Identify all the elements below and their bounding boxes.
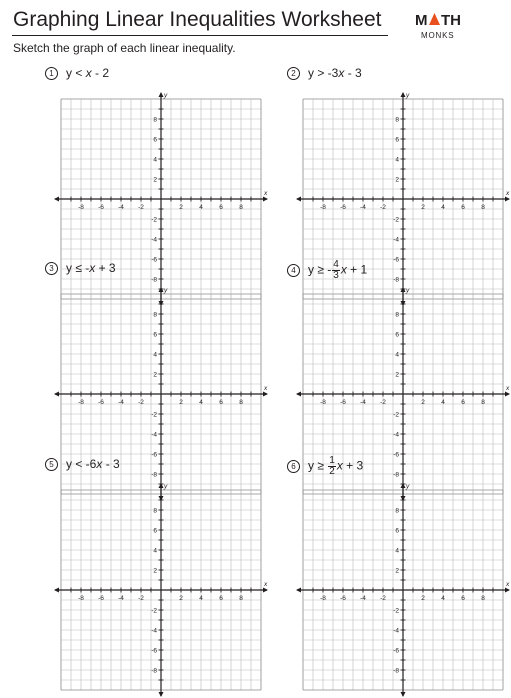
inequality [66, 456, 120, 472]
y-tick-label: 4 [153, 351, 157, 359]
y-tick-label: 6 [395, 136, 399, 144]
y-tick-label: -4 [151, 236, 157, 244]
y-axis-label: y [164, 92, 168, 99]
y-tick-label: 2 [395, 371, 399, 379]
inequality-text: + 3 [95, 261, 116, 275]
x-axis-label: x [506, 385, 510, 392]
problem-label [45, 260, 116, 282]
x-tick-label: -6 [340, 399, 346, 406]
x-tick-label: -6 [98, 595, 104, 602]
x-tick-label: 4 [441, 204, 445, 211]
y-tick-label: -4 [393, 431, 399, 439]
y-axis-arrow-down-icon [401, 692, 406, 697]
variable: x [336, 458, 343, 473]
problem-label [287, 260, 367, 282]
problem-label [287, 65, 362, 87]
x-tick-label: -8 [320, 595, 326, 602]
x-axis-arrow-right-icon [263, 197, 268, 202]
inequality-text: y ≤ - [66, 261, 90, 275]
x-axis-arrow-left-icon [296, 588, 301, 593]
problem-1 [45, 65, 268, 284]
math-monks-logo [415, 11, 463, 43]
x-tick-label: 6 [461, 204, 465, 211]
y-tick-label: -6 [151, 256, 157, 264]
y-axis-label: y [406, 287, 410, 294]
x-axis-arrow-right-icon [505, 392, 510, 397]
variable: x [340, 262, 347, 277]
worksheet-title: Graphing Linear Inequalities Worksheet [13, 8, 382, 31]
inequality [66, 65, 109, 81]
x-tick-label: 8 [481, 595, 485, 602]
y-tick-label: 6 [153, 331, 157, 339]
inequality-text: + 1 [346, 262, 368, 277]
x-axis-label: x [264, 581, 268, 588]
y-tick-label: -6 [151, 647, 157, 655]
x-axis-label: x [264, 385, 268, 392]
x-tick-label: 6 [219, 595, 223, 602]
y-axis-arrow-up-icon [401, 92, 406, 97]
x-tick-label: -2 [380, 204, 386, 211]
y-tick-label: -2 [393, 607, 399, 615]
x-tick-label: 4 [199, 204, 203, 211]
problem-number-circle: 6 [287, 460, 300, 473]
x-tick-label: 2 [179, 204, 183, 211]
y-tick-label: 4 [153, 156, 157, 164]
y-tick-label: -4 [151, 431, 157, 439]
x-axis-arrow-right-icon [505, 197, 510, 202]
y-tick-label: -4 [393, 627, 399, 635]
y-tick-label: 6 [153, 527, 157, 535]
y-tick-label: -8 [393, 667, 399, 675]
y-tick-label: -6 [393, 451, 399, 459]
x-tick-label: -2 [380, 595, 386, 602]
logo-bottom-text: MONKS [421, 31, 455, 40]
variable: x [338, 66, 345, 80]
logo-top-text-rest: TH [441, 12, 461, 29]
x-axis-label: x [506, 190, 510, 197]
x-tick-label: -6 [98, 399, 104, 406]
problem-4 [287, 259, 510, 479]
y-tick-label: -4 [393, 236, 399, 244]
inequality-text: - 2 [91, 66, 110, 80]
inequality-text: - 3 [102, 457, 120, 471]
y-tick-label: -8 [393, 276, 399, 284]
inequality-text: y ≥ - [308, 262, 332, 277]
x-tick-label: -4 [118, 595, 124, 602]
logo-a-triangle-icon [429, 13, 440, 25]
y-axis-arrow-up-icon [159, 483, 164, 488]
x-tick-label: 4 [199, 595, 203, 602]
x-tick-label: 6 [219, 399, 223, 406]
x-axis-arrow-left-icon [296, 197, 301, 202]
y-tick-label: 2 [153, 371, 157, 379]
y-tick-label: 6 [153, 136, 157, 144]
x-axis-arrow-right-icon [263, 392, 268, 397]
x-tick-label: 6 [461, 595, 465, 602]
y-tick-label: 8 [153, 311, 157, 319]
inequality [308, 65, 362, 81]
x-tick-label: 4 [441, 399, 445, 406]
y-tick-label: 2 [153, 176, 157, 184]
problem-5 [45, 456, 268, 675]
x-axis-arrow-left-icon [54, 588, 59, 593]
inequality [308, 260, 367, 281]
x-tick-label: -2 [138, 204, 144, 211]
y-axis-label: y [406, 92, 410, 99]
y-tick-label: -4 [151, 627, 157, 635]
x-axis-arrow-left-icon [296, 392, 301, 397]
y-tick-label: -6 [393, 256, 399, 264]
y-tick-label: 4 [395, 156, 399, 164]
fraction-denominator: 2 [329, 466, 335, 477]
instructions: Sketch the graph of each linear inequality. [13, 41, 236, 55]
inequality-text: y > -3 [308, 66, 339, 80]
x-tick-label: -4 [118, 399, 124, 406]
x-tick-label: 2 [421, 595, 425, 602]
problem-label [45, 65, 109, 87]
x-tick-label: 6 [461, 399, 465, 406]
x-tick-label: -4 [360, 204, 366, 211]
x-tick-label: 2 [421, 399, 425, 406]
x-tick-label: 8 [239, 204, 243, 211]
y-tick-label: -6 [151, 451, 157, 459]
x-tick-label: -6 [340, 595, 346, 602]
problem-number-circle: 5 [45, 458, 58, 471]
x-tick-label: 2 [179, 595, 183, 602]
x-tick-label: -6 [340, 204, 346, 211]
inequality-text: y < [66, 66, 86, 80]
x-axis-label: x [506, 581, 510, 588]
fraction-numerator: 4 [333, 259, 339, 270]
y-tick-label: -8 [151, 667, 157, 675]
y-tick-label: 8 [395, 507, 399, 515]
problem-number-circle: 1 [45, 67, 58, 80]
y-axis-arrow-down-icon [159, 692, 164, 697]
y-tick-label: 2 [153, 567, 157, 575]
x-tick-label: -6 [98, 204, 104, 211]
fraction-denominator: 3 [333, 270, 339, 281]
y-tick-label: -2 [151, 607, 157, 615]
y-axis-arrow-up-icon [159, 92, 164, 97]
y-tick-label: 4 [395, 351, 399, 359]
inequality-text: y ≥ [308, 458, 328, 473]
logo-triangle-icon [415, 11, 463, 29]
x-tick-label: -8 [78, 399, 84, 406]
x-axis-arrow-right-icon [505, 588, 510, 593]
y-tick-label: -6 [393, 647, 399, 655]
x-axis-arrow-right-icon [263, 588, 268, 593]
y-axis-label: y [406, 483, 410, 490]
x-tick-label: 2 [421, 204, 425, 211]
y-tick-label: 6 [395, 527, 399, 535]
x-tick-label: -8 [78, 204, 84, 211]
inequality [308, 456, 363, 477]
problem-6 [287, 455, 510, 675]
x-tick-label: 8 [481, 204, 485, 211]
y-axis-arrow-up-icon [159, 287, 164, 292]
x-tick-label: -4 [118, 204, 124, 211]
x-tick-label: 8 [239, 595, 243, 602]
problem-number-circle: 3 [45, 262, 58, 275]
y-tick-label: -2 [151, 216, 157, 224]
x-tick-label: 8 [481, 399, 485, 406]
x-tick-label: 8 [239, 399, 243, 406]
y-tick-label: 2 [395, 176, 399, 184]
fraction [328, 456, 336, 477]
x-tick-label: 2 [179, 399, 183, 406]
problem-number-circle: 2 [287, 67, 300, 80]
y-tick-label: 2 [395, 567, 399, 575]
y-tick-label: -2 [393, 216, 399, 224]
inequality [66, 260, 116, 276]
coordinate-grid [53, 482, 269, 698]
inequality-text: y < -6 [66, 457, 97, 471]
y-tick-label: -2 [393, 411, 399, 419]
inequality-text: + 3 [342, 458, 364, 473]
y-axis-arrow-up-icon [401, 483, 406, 488]
problem-number-circle: 4 [287, 264, 300, 277]
x-axis-label: x [264, 190, 268, 197]
y-tick-label: -8 [151, 276, 157, 284]
y-tick-label: 4 [395, 547, 399, 555]
x-tick-label: -8 [320, 204, 326, 211]
x-tick-label: -2 [138, 399, 144, 406]
title-underline [12, 35, 388, 36]
coordinate-grid [295, 482, 511, 698]
x-tick-label: 6 [219, 204, 223, 211]
variable: x [89, 261, 96, 275]
y-axis-label: y [164, 287, 168, 294]
problem-label [45, 456, 120, 478]
x-tick-label: 4 [199, 399, 203, 406]
x-tick-label: -2 [380, 399, 386, 406]
problem-label [287, 456, 363, 478]
x-tick-label: -8 [320, 399, 326, 406]
y-tick-label: 8 [395, 311, 399, 319]
problem-2 [287, 65, 510, 284]
y-axis-arrow-up-icon [401, 287, 406, 292]
logo-top-text: M [415, 12, 428, 29]
y-tick-label: -8 [393, 471, 399, 479]
x-tick-label: -4 [360, 595, 366, 602]
variable: x [85, 66, 92, 80]
fraction [332, 260, 340, 281]
y-tick-label: 8 [153, 116, 157, 124]
x-tick-label: -8 [78, 595, 84, 602]
fraction-numerator: 1 [329, 455, 335, 466]
x-tick-label: -4 [360, 399, 366, 406]
variable: x [96, 457, 103, 471]
y-tick-label: 4 [153, 547, 157, 555]
x-tick-label: 4 [441, 595, 445, 602]
y-tick-label: -8 [151, 471, 157, 479]
x-tick-label: -2 [138, 595, 144, 602]
y-tick-label: 6 [395, 331, 399, 339]
y-tick-label: -2 [151, 411, 157, 419]
y-axis-label: y [164, 483, 168, 490]
x-axis-arrow-left-icon [54, 392, 59, 397]
inequality-text: - 3 [344, 66, 362, 80]
y-tick-label: 8 [153, 507, 157, 515]
y-tick-label: 8 [395, 116, 399, 124]
x-axis-arrow-left-icon [54, 197, 59, 202]
